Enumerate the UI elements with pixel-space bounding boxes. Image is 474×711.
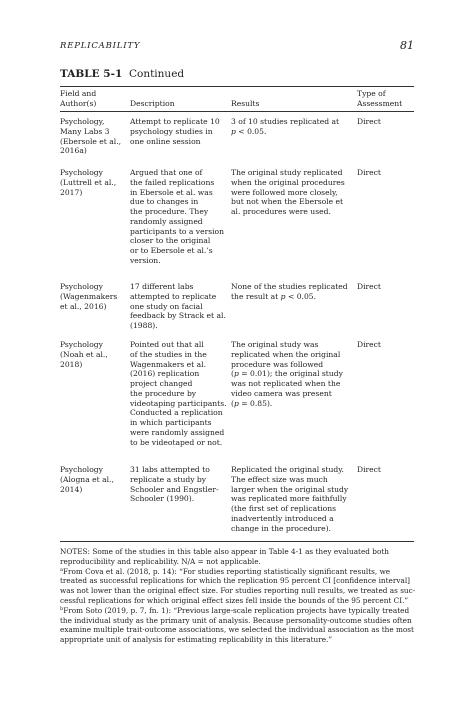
row-5-type: Direct <box>357 465 381 474</box>
running-head: REPLICABILITY <box>60 41 141 51</box>
note-a-marker: a <box>60 566 63 573</box>
row-5-field-author: Psychology (Alogna et al., 2014) <box>60 465 114 494</box>
header-description: Description <box>130 99 175 108</box>
row-4-type: Direct <box>357 340 381 349</box>
row-2-field-author: Psychology (Luttrell et al., 2017) <box>60 168 117 197</box>
table-bottom-rule <box>60 541 414 542</box>
notes-main: NOTES: Some of the studies in this table also appear in Table 4-1 as they evaluated both reproducibility and replicability. N/A = not applicable. <box>60 547 389 566</box>
row-4-field-author: Psychology (Noah et al., 2018) <box>60 340 108 369</box>
row-1-field-author: Psychology, Many Labs 3 (Ebersole et al., 2016a) <box>60 117 122 156</box>
note-b: $^b$From Soto (2019, p. 7, fn. 1): “Previous large-scale replication projects have typically treated the individual study as the primary unit of analysis. Because personality-outcome studies often examine multiple trait-outcome associations, we selected the individual association as the most appropriate unit of analysis for estimating replicability in this literature.” <box>60 605 414 645</box>
row-1-description: Attempt to replicate 10 psychology studies in one online session <box>130 117 220 146</box>
header-type-of-assessment: Type of Assessment <box>357 89 403 108</box>
row-1-results: 3 of 10 studies replicated at p < 0.05. <box>231 117 340 136</box>
row-3-field-author: Psychology (Wagenmakers et al., 2016) <box>60 282 118 311</box>
row-4-results: The original study was replicated when the original procedure was followed (p = 0.01); the original study was not replicated when the video camera was present (p = 0.85). <box>231 340 343 408</box>
row-3-description: 17 different labs attempted to replicate one study on facial feedback by Strack et al. (1988). <box>130 282 226 330</box>
note-b-marker: b <box>60 605 64 612</box>
row-2-results: The original study replicated when the original procedures were followed more closely, but not when the Ebersole et al. procedures were used. <box>231 168 345 216</box>
page-header <box>60 39 414 57</box>
table-top-rule <box>60 86 414 87</box>
row-5-results: Replicated the original study. The effect size was much larger when the original study was replicated more faithfully (the first set of replications inadvertently introduced a change in the procedure). <box>231 465 349 533</box>
header-field-author: Field and Author(s) <box>60 89 97 108</box>
row-2-type: Direct <box>357 168 381 177</box>
row-3-results: None of the studies replicated the result at p < 0.05. <box>231 282 348 301</box>
table-header-rule <box>60 111 414 112</box>
table-title-text: Continued <box>128 68 185 80</box>
row-1-type: Direct <box>357 117 381 126</box>
row-4-description: Pointed out that all of the studies in the Wagenmakers et al. (2016) replication project changed the procedure by videotaping participants. Conducted a replication in which participants were randomly assigned to be videotaped or not. <box>130 340 227 447</box>
table-label: TABLE 5-1 <box>60 68 123 80</box>
table-notes <box>60 547 414 645</box>
header-results: Results <box>231 99 260 108</box>
page-number: 81 <box>400 39 414 52</box>
row-5-description: 31 labs attempted to replicate a study by Schooler and Engstler- Schooler (1990). <box>130 465 219 504</box>
row-2-description: Argued that one of the failed replications in Ebersole et al. was due to changes in the procedure. They randomly assigned participants to a version closer to the original or to Ebersole et al.’s version. <box>130 168 225 265</box>
row-3-type: Direct <box>357 282 381 291</box>
table-title <box>60 68 184 80</box>
note-a: $^a$From Cova et al. (2018, p. 14): “For studies reporting statistically significant results, we treated as successful replications for which the replication 95 percent CI [confidence interval] was not lower than the original effect size. For studies reporting null results, we treated as suc- cessful replications for which original effect sizes fell inside the bounds of the 95 percent CI.” <box>60 566 416 605</box>
